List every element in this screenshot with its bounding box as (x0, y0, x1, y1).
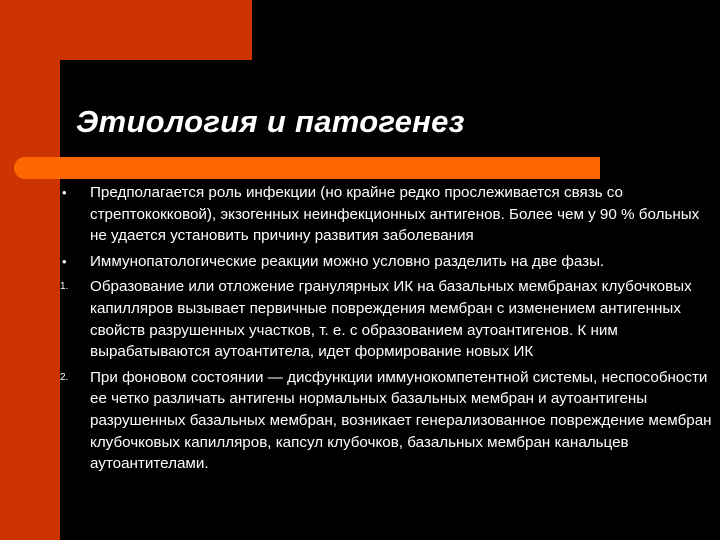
decorative-orange-left-band (0, 0, 60, 540)
number-marker: 2. (60, 371, 69, 383)
list-item (60, 367, 714, 475)
list-item-text: Образование или отложение гранулярных ИК на базальных мембранах клубочковых капилляров вызывает первичные повреждения мембран с изменением антигенных свойств разрушенных участков, т. е. с образованием аутоантигенов. К ним вырабатываются аутоантитела, идет формирование новых ИК (90, 278, 692, 361)
list-item-text: Иммунопатологические реакции можно условно разделить на две фазы. (90, 252, 605, 270)
slide-content (60, 182, 714, 479)
bullet-marker: • (62, 253, 67, 269)
list-item-text: Предполагается роль инфекции (но крайне редко прослеживается связь со стрептококковой), экзогенных неинфекционных антигенов. Более чем у 90 % больных не удается установить причину развития заболевания (90, 184, 700, 245)
bullet-marker: • (62, 185, 67, 200)
list-item-text: При фоновом состоянии — дисфункции иммунокомпетентной системы, неспособности ее четко различать антигены нормальных базальных мембран и аутоантигены разрушенных базальных мембран, возникает генерализованное повреждение мембран клубочковых капилляров, капсул клубочков, базальных мембран канальцев аутоантителами. (90, 368, 712, 473)
slide-title: Этиология и патогенез (76, 104, 465, 139)
number-marker: 1. (60, 281, 69, 293)
title-underline-bar (14, 157, 600, 179)
list-item (60, 182, 714, 247)
list-item (60, 251, 714, 273)
list-item (60, 276, 714, 362)
